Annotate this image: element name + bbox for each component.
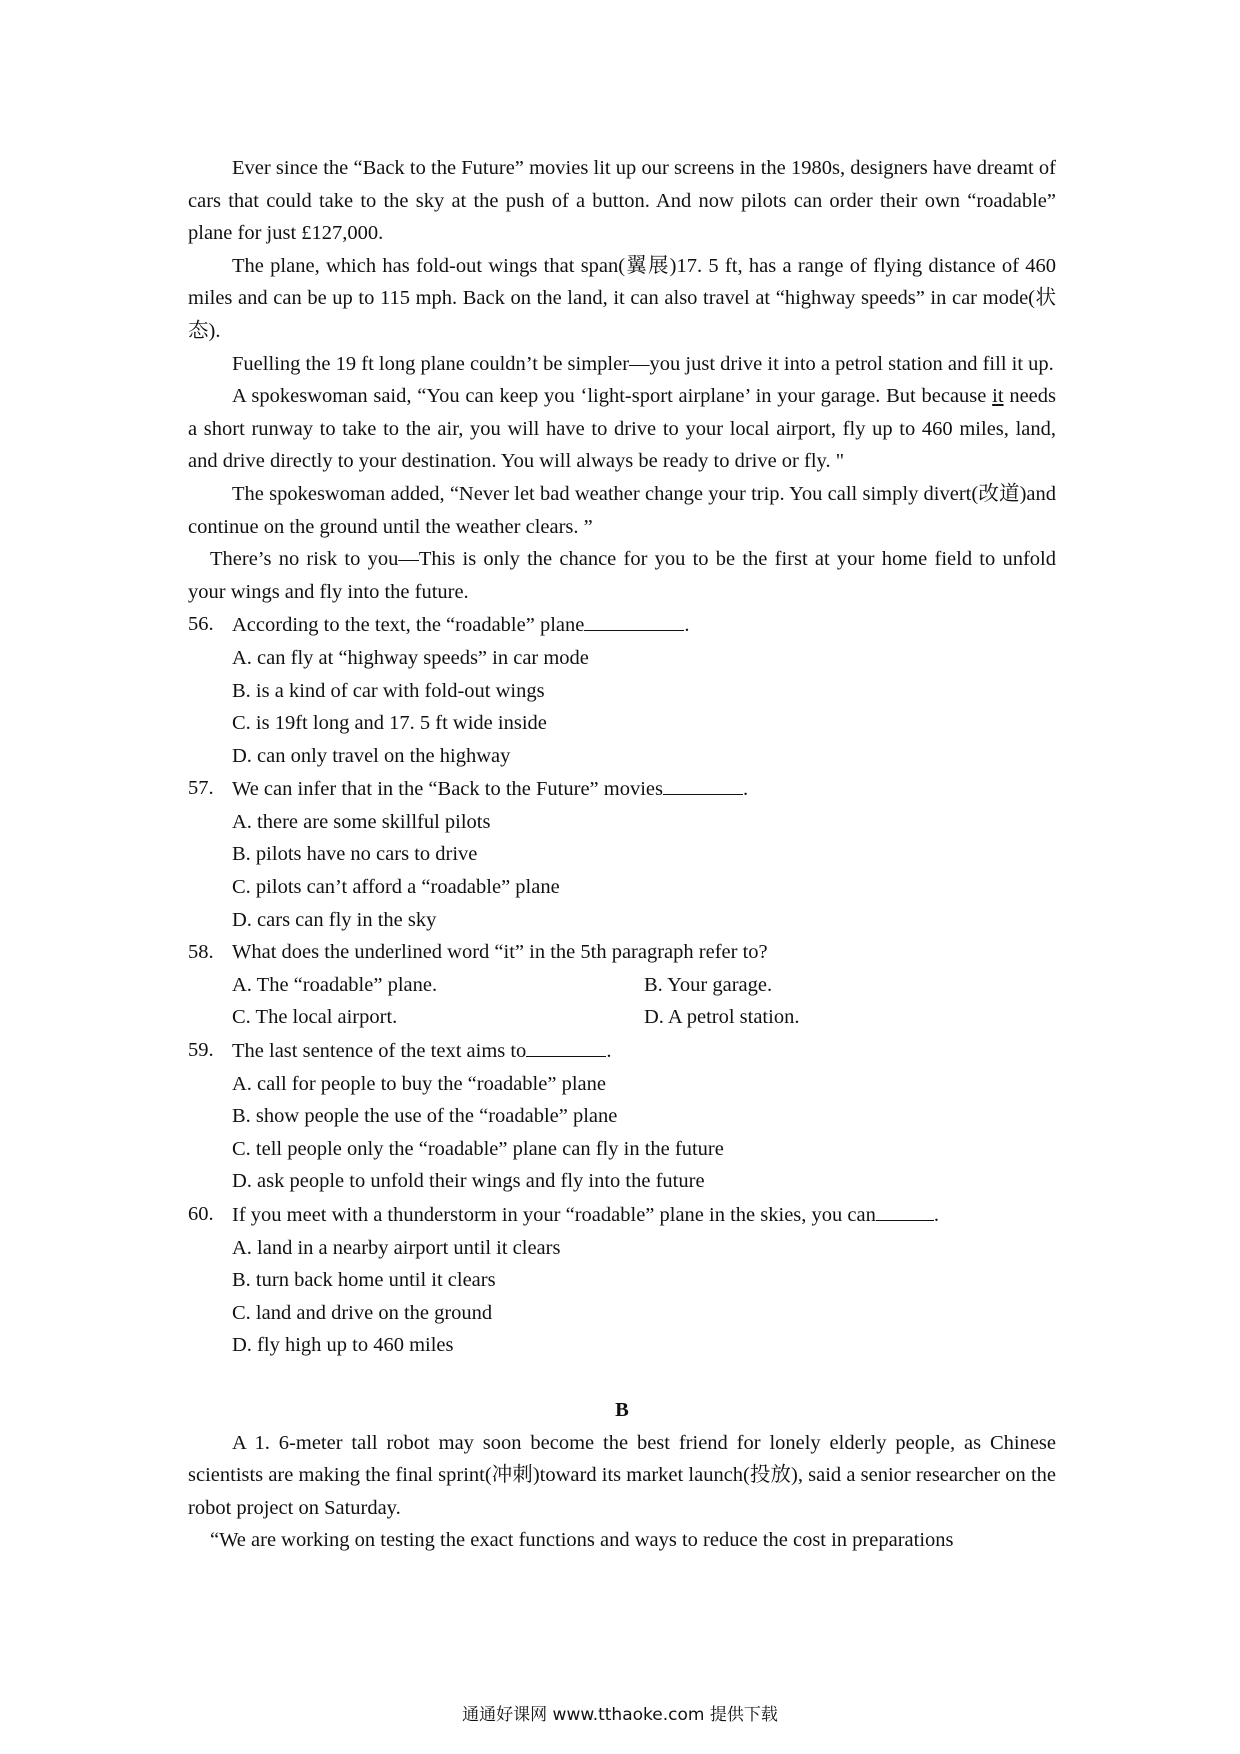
question-number: 60. bbox=[188, 1203, 214, 1225]
option-d: D. can only travel on the highway bbox=[232, 744, 511, 767]
question-59 bbox=[188, 1034, 1056, 1198]
option-d: D. A petrol station. bbox=[644, 1006, 800, 1029]
option-c: C. The local airport. bbox=[232, 1006, 398, 1029]
stem-text: The last sentence of the text aims to bbox=[232, 1040, 527, 1063]
question-number: 57. bbox=[188, 777, 214, 800]
question-56 bbox=[188, 608, 1056, 772]
underlined-word-it: it bbox=[992, 385, 1004, 408]
option-d: D. ask people to unfold their wings and fly into the future bbox=[232, 1170, 705, 1193]
passage-paragraph-6: There’s no risk to you—This is only the chance for you to be the first at your home field to unfold your wings and fly into the future. bbox=[188, 548, 1056, 603]
answer-blank bbox=[584, 608, 684, 631]
question-60 bbox=[188, 1198, 1056, 1362]
option-b: B. is a kind of car with fold-out wings bbox=[232, 679, 545, 702]
options bbox=[188, 1232, 1056, 1362]
option-c: C. tell people only the “roadable” plane can fly in the future bbox=[232, 1137, 724, 1160]
options bbox=[188, 1068, 1056, 1198]
question-number: 56. bbox=[188, 613, 214, 636]
option-d: D. cars can fly in the sky bbox=[232, 908, 437, 931]
stem-text: If you meet with a thunderstorm in your “roadable” plane in the skies, you can bbox=[232, 1204, 876, 1226]
stem-text: According to the text, the “roadable” plane bbox=[232, 614, 585, 637]
stem-text: We can infer that in the “Back to the Future” movies bbox=[232, 778, 663, 801]
option-a: A. there are some skillful pilots bbox=[232, 810, 491, 833]
option-b: B. show people the use of the “roadable” plane bbox=[232, 1105, 618, 1128]
passage-paragraph-3: Fuelling the 19 ft long plane couldn’t be simpler—you just drive it into a petrol station and fill it up. bbox=[232, 352, 1054, 375]
answer-blank bbox=[876, 1198, 934, 1221]
option-a: A. call for people to buy the “roadable” plane bbox=[232, 1072, 606, 1095]
question-stem: What does the underlined word “it” in the 5th paragraph refer to? bbox=[232, 941, 768, 964]
options bbox=[188, 969, 1056, 1034]
option-c: C. land and drive on the ground bbox=[232, 1301, 493, 1324]
passage-paragraph-1: Ever since the “Back to the Future” movies lit up our screens in the 1980s, designers have dreamt of cars that could take to the sky at the push of a button. And now pilots can order their own “roadable” plane for just £127,000. bbox=[188, 157, 1056, 245]
option-c: C. is 19ft long and 17. 5 ft wide inside bbox=[232, 712, 547, 735]
question-58 bbox=[188, 936, 1056, 1034]
option-c: C. pilots can’t afford a “roadable” plane bbox=[232, 876, 560, 899]
content bbox=[188, 152, 1056, 1557]
stem-end: . bbox=[684, 614, 690, 637]
stem-end: . bbox=[606, 1040, 612, 1063]
question-57 bbox=[188, 772, 1056, 936]
options-row-1 bbox=[232, 969, 1056, 1002]
options bbox=[188, 642, 1056, 772]
section-b-paragraph-1: A 1. 6-meter tall robot may soon become the best friend for lonely elderly people, as Chinese scientists are making the final sprint(冲刺)toward its market launch(投放), said a senior researcher on the robot project on Saturday. bbox=[188, 1431, 1056, 1519]
answer-blank bbox=[663, 772, 743, 795]
page-footer: 通通好课网 www.tthaoke.com 提供下载 bbox=[462, 1705, 778, 1725]
question-stem bbox=[232, 1034, 611, 1068]
p4-after: needs a short runway to take to the air, you will have to drive to your local airport, fly up to 460 miles, land, and drive directly to your destination. You will always be ready to drive or fly. " bbox=[188, 385, 1056, 473]
question-stem bbox=[232, 772, 748, 806]
option-b: B. Your garage. bbox=[644, 973, 773, 996]
section-b-paragraph-2: “We are working on testing the exact functions and ways to reduce the cost in preparations bbox=[210, 1529, 954, 1552]
section-heading-b: B bbox=[615, 1398, 629, 1421]
answer-blank bbox=[526, 1034, 606, 1057]
option-b: B. pilots have no cars to drive bbox=[232, 843, 478, 866]
options bbox=[188, 806, 1056, 936]
option-b: B. turn back home until it clears bbox=[232, 1269, 496, 1292]
question-stem bbox=[232, 608, 689, 642]
stem-end: . bbox=[742, 778, 749, 801]
passage-paragraph-2: The plane, which has fold-out wings that span(翼展)17. 5 ft, has a range of flying distance of 460 miles and can be up to 115 mph. Back on the land, it can also travel at “highway speeds” in car mode(状态). bbox=[188, 254, 1056, 342]
question-number: 58. bbox=[188, 941, 214, 964]
passage-paragraph-4 bbox=[188, 380, 1056, 478]
passage-paragraph-5: The spokeswoman added, “Never let bad weather change your trip. You call simply divert(改道)and continue on the ground until the weather clears. ” bbox=[188, 482, 1056, 538]
question-stem bbox=[232, 1198, 939, 1232]
option-a: A. land in a nearby airport until it clears bbox=[232, 1236, 561, 1259]
options-row-2 bbox=[232, 1001, 1056, 1034]
option-a: A. The “roadable” plane. bbox=[232, 973, 438, 996]
p4-before: A spokeswoman said, “You can keep you ‘light-sport airplane’ in your garage. But because bbox=[232, 385, 993, 408]
option-a: A. can fly at “highway speeds” in car mode bbox=[232, 646, 589, 669]
option-d: D. fly high up to 460 miles bbox=[232, 1334, 454, 1357]
stem-end: . bbox=[933, 1204, 939, 1226]
question-number: 59. bbox=[188, 1039, 214, 1062]
